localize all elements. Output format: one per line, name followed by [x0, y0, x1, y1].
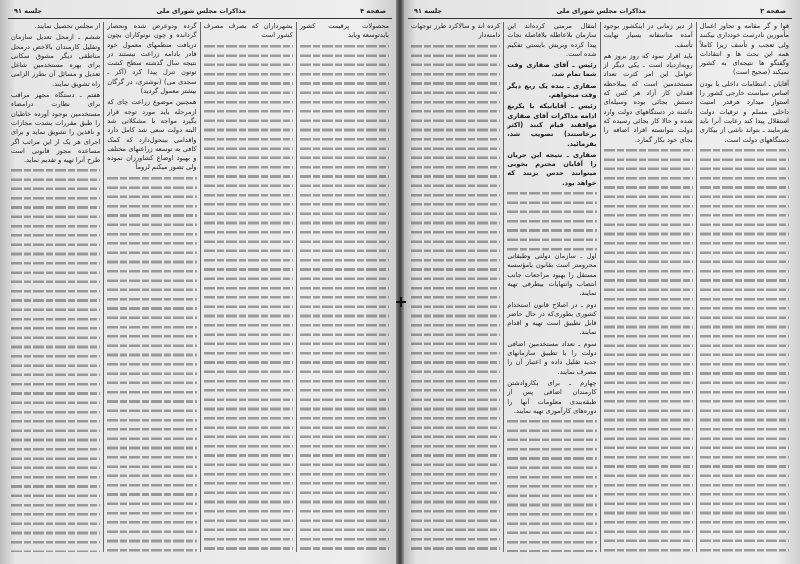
speaker-paragraph: صفاری ـ بنده یک ربع دیگر وقت میخواهم.: [507, 81, 597, 100]
publication-title: مذاکرات مجلس شورای ملی: [556, 7, 646, 15]
illegible-text-block: [411, 45, 500, 552]
speaker-paragraph: رئیس ـ آقای صفاری وقت شما تمام شد.: [507, 61, 597, 79]
text-column: [103, 22, 199, 552]
speaker-paragraph: رئیس ـ آقایانیکه با یکربع ادامه مذاکرات آقای صفاری موافقند قیام کنند (اکثر برخاستند) تصویب شد، بفرمائید.: [507, 102, 597, 148]
illegible-text-block: [107, 177, 196, 552]
illegible-text-block: [300, 45, 389, 552]
session-number: جلسه ۹۱: [414, 7, 443, 15]
paragraph: ابتقال مرمتی کرده‌اند این سازمان بلاعاطله بلافاصله نجات پیدا کرده وبریش بایستی تفکیم شده است.: [507, 22, 597, 58]
paragraph: باید اقرار نمود که روز بروز هم روبه‌ازدیاد است ـ یکی دیگر از عوامل این امر کثرت تعداد مستخدمین است که بملاحظه فقدان کار آزاد هر کس که دستش بجائی بوده وسیله‌ای داشته در دستگاههای دولت وارد شده و حالا کار بجائی رسیده که دولت نتوانسته افراد اضافه را بجای خود بکار گمارد.: [603, 51, 693, 144]
illegible-text-block: [507, 192, 596, 252]
text-column: [200, 22, 296, 552]
illegible-text-block: [507, 420, 596, 552]
page-number: صفحه ۴: [360, 7, 386, 15]
publication-title: مذاکرات مجلس شورای ملی: [156, 7, 246, 15]
paragraph: اول ـ سازمان دولتی وطبقاتی محرومتر است بقانون یامؤسسه مستقل را بهبود مراجعات جانب انتصاب وانتهایات بیطرفی تهیه نمایند.: [507, 252, 597, 298]
paragraph: گرده ودوعرض شده ونحصار گردانده و چون نوتوکاران بچون دریافت منظمهای معمول خود قادر بادامه زراعت نیستند در نتیجه سال گذشته سطح کشت توتون تنزل پیدا کرد (آکر ـ سجدی می) (نوشتری، در گرگان بیشتر معمول گردید): [107, 22, 197, 96]
page-3: [400, 0, 800, 564]
page-header: [408, 6, 792, 19]
text-column: [696, 22, 792, 552]
paragraph: آقایان ـ انتظامات داخلی با بودن اساس سیاست خارجی کشور را استوار میدارد هرقدر امنیت داخلی مسلم و ترقیات دولت استقلال پیدا کند رعایت آنرا باید بفرمایند ـ بتواند ناشی از بیکاری دستگاههای دولت است.: [699, 79, 789, 144]
page-number: صفحه ۳: [760, 7, 786, 15]
text-column: [600, 22, 696, 552]
paragraph: هفتم ـ دستگاه مجهز مراقب برای نظارت درامضاء مستخدمین بوجود آورده خاطیان را طبق مقررات بشدت مجازات و نافذین را تشویق نماید و برای اجرای هر یک از این مراتب اگر مساعده مجوز قانونی است طرح آنرا تهیه و تقدیم نماید.: [11, 91, 101, 165]
paragraph: دوم ـ در اصلاح قانون استخدام کشوری بطوری‌که در حال حاضر قابل تطبیق است تهیه و اقدام نمایند.: [507, 300, 597, 337]
paragraph: سوم ـ تعداد مستخدمین اضافی دولت را با تطبیق سازمانهای جدید تقلیل داده و اعتبار آن را مصرف نمایند.: [507, 339, 597, 376]
paragraph: از مجلس تحصیل نمایند.: [34, 22, 101, 30]
book-gutter: [396, 0, 404, 564]
text-column: [296, 22, 392, 552]
paragraph: قوا و گر مقامه و تجاوز اعمال مأمورین نادرست خودداری نیکنند ولی تعجب و تأسف زیرا کاملاً همه این بحث ها و انتقادات وگفتگو ها نتیجه‌ای به کشور نمیکند (صحیح است): [699, 22, 789, 77]
illegible-text-block: [11, 169, 100, 552]
illegible-text-block: [700, 149, 789, 552]
paragraph: بشهرداران که بصرف مصرف کشور است: [203, 22, 293, 40]
text-column: [8, 22, 103, 552]
paragraph: از دیر زمانی در اینکشور بوجود آمده متاسفانه بسیار نهایت تأسف.: [603, 22, 693, 49]
page-header: [8, 6, 392, 19]
text-column: [503, 22, 599, 552]
paragraph: محصولات پرقیمت کشور بایدتوسعه ویابد: [299, 22, 389, 40]
illegible-text-block: [204, 45, 293, 552]
text-column: [408, 22, 503, 552]
paragraph: ششم ـ ازمحل تعدیل سازمان وتقلیل کارمندان بالاخص درمحل مناطقی دیگر مشوق سکانی برای بهره مستخدمین شاغل تعدیل و مسائل آن بطرز الزامی راه تشویق نمایند.: [11, 33, 101, 88]
speaker-paragraph: صفاری ـ نتیجه این جریان را آقایان محترم بخوبی میتوانند حدس بزنند که خواهد بود.: [507, 150, 597, 187]
illegible-text-block: [604, 149, 693, 552]
paragraph: چهارم ـ برای بکاروادشتن کارمندان اضافی پس از طبقه‌بندی معلومات آنها را دوره‌های کارآموزی تهیه نمایند.: [507, 378, 597, 415]
paragraph: همچنین موضوع زراعت چای که ازمرحله باید مورد توجه قرار بگیرد مواجه با مشکلاتی شد البته دولت سعی شد کامل دارد واقدامی ببنحول‌دارد که کمک کافی به توسعه زراعتهای مختلف و بهبود اوضاع کشاورزان نموده ولی تصور میکنم لزوماً: [107, 98, 197, 172]
session-number: جلسه ۹۱: [14, 7, 43, 15]
paragraph: کرده اند و سالاکرد طرز توجهات دامنه‌دار: [411, 22, 501, 40]
registration-mark: [396, 297, 406, 307]
